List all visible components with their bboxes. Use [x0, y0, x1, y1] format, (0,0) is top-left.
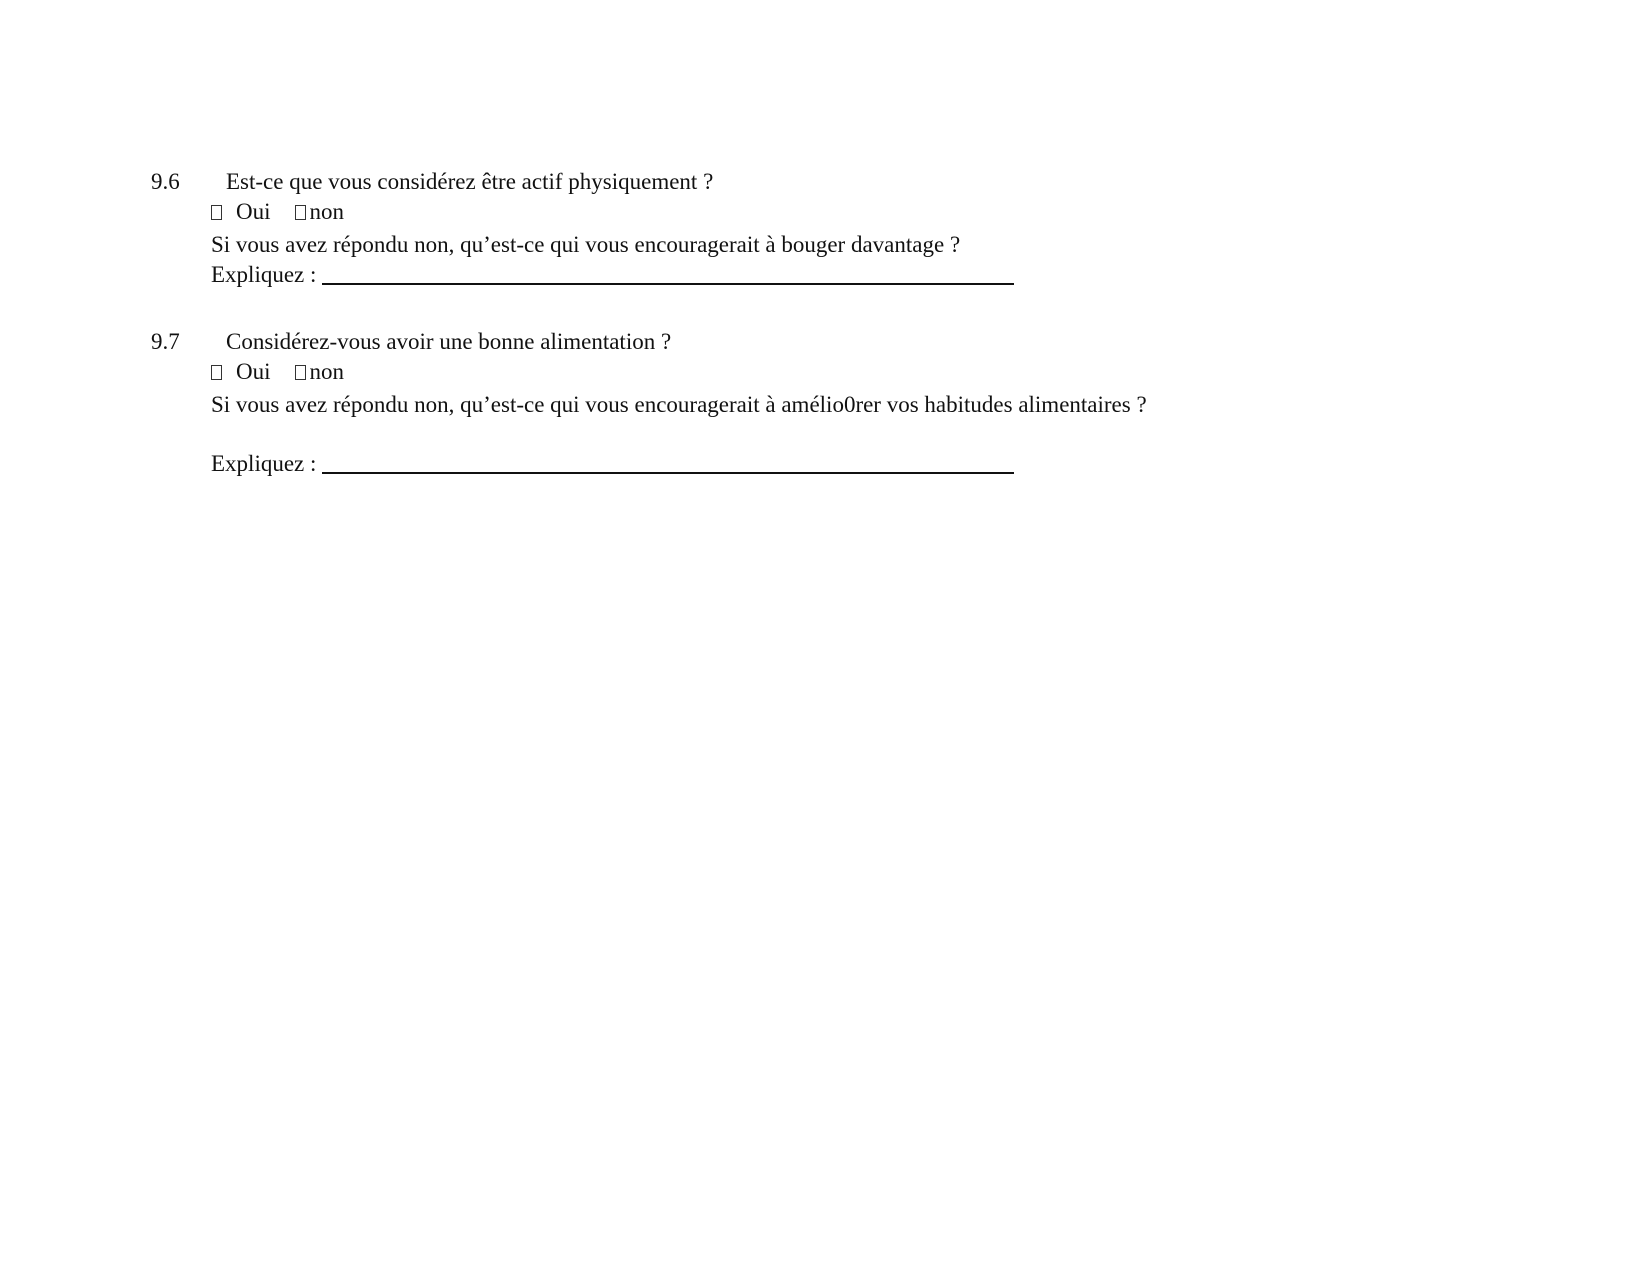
option-non[interactable] [295, 358, 345, 386]
option-non[interactable] [295, 198, 345, 226]
explain-row [211, 261, 1014, 289]
checkbox-oui[interactable] [211, 365, 222, 380]
option-oui-label: Oui [236, 359, 271, 384]
question-number: 9.7 [151, 329, 180, 354]
explain-row [211, 450, 1014, 478]
checkbox-non[interactable] [295, 205, 306, 220]
explain-answer-line[interactable] [322, 263, 1014, 285]
option-oui[interactable] [211, 198, 271, 226]
explain-answer-line[interactable] [322, 452, 1014, 474]
question-text: Considérez-vous avoir une bonne alimentation ? [226, 329, 672, 354]
follow-up-question: Si vous avez répondu non, qu’est-ce qui vous encouragerait à bouger davantage ? [211, 232, 961, 257]
option-oui[interactable] [211, 358, 271, 386]
explain-label: Expliquez : [211, 451, 317, 476]
answer-options [211, 198, 344, 226]
option-non-label: non [309, 359, 344, 384]
follow-up-question: Si vous avez répondu non, qu’est-ce qui vous encouragerait à amélio0rer vos habitudes alimentaires ? [211, 392, 1147, 417]
answer-options [211, 358, 344, 386]
explain-label: Expliquez : [211, 262, 317, 287]
option-non-label: non [309, 199, 344, 224]
checkbox-non[interactable] [295, 365, 306, 380]
question-number: 9.6 [151, 169, 180, 194]
question-text: Est-ce que vous considérez être actif physiquement ? [226, 169, 714, 194]
option-oui-label: Oui [236, 199, 271, 224]
checkbox-oui[interactable] [211, 205, 222, 220]
